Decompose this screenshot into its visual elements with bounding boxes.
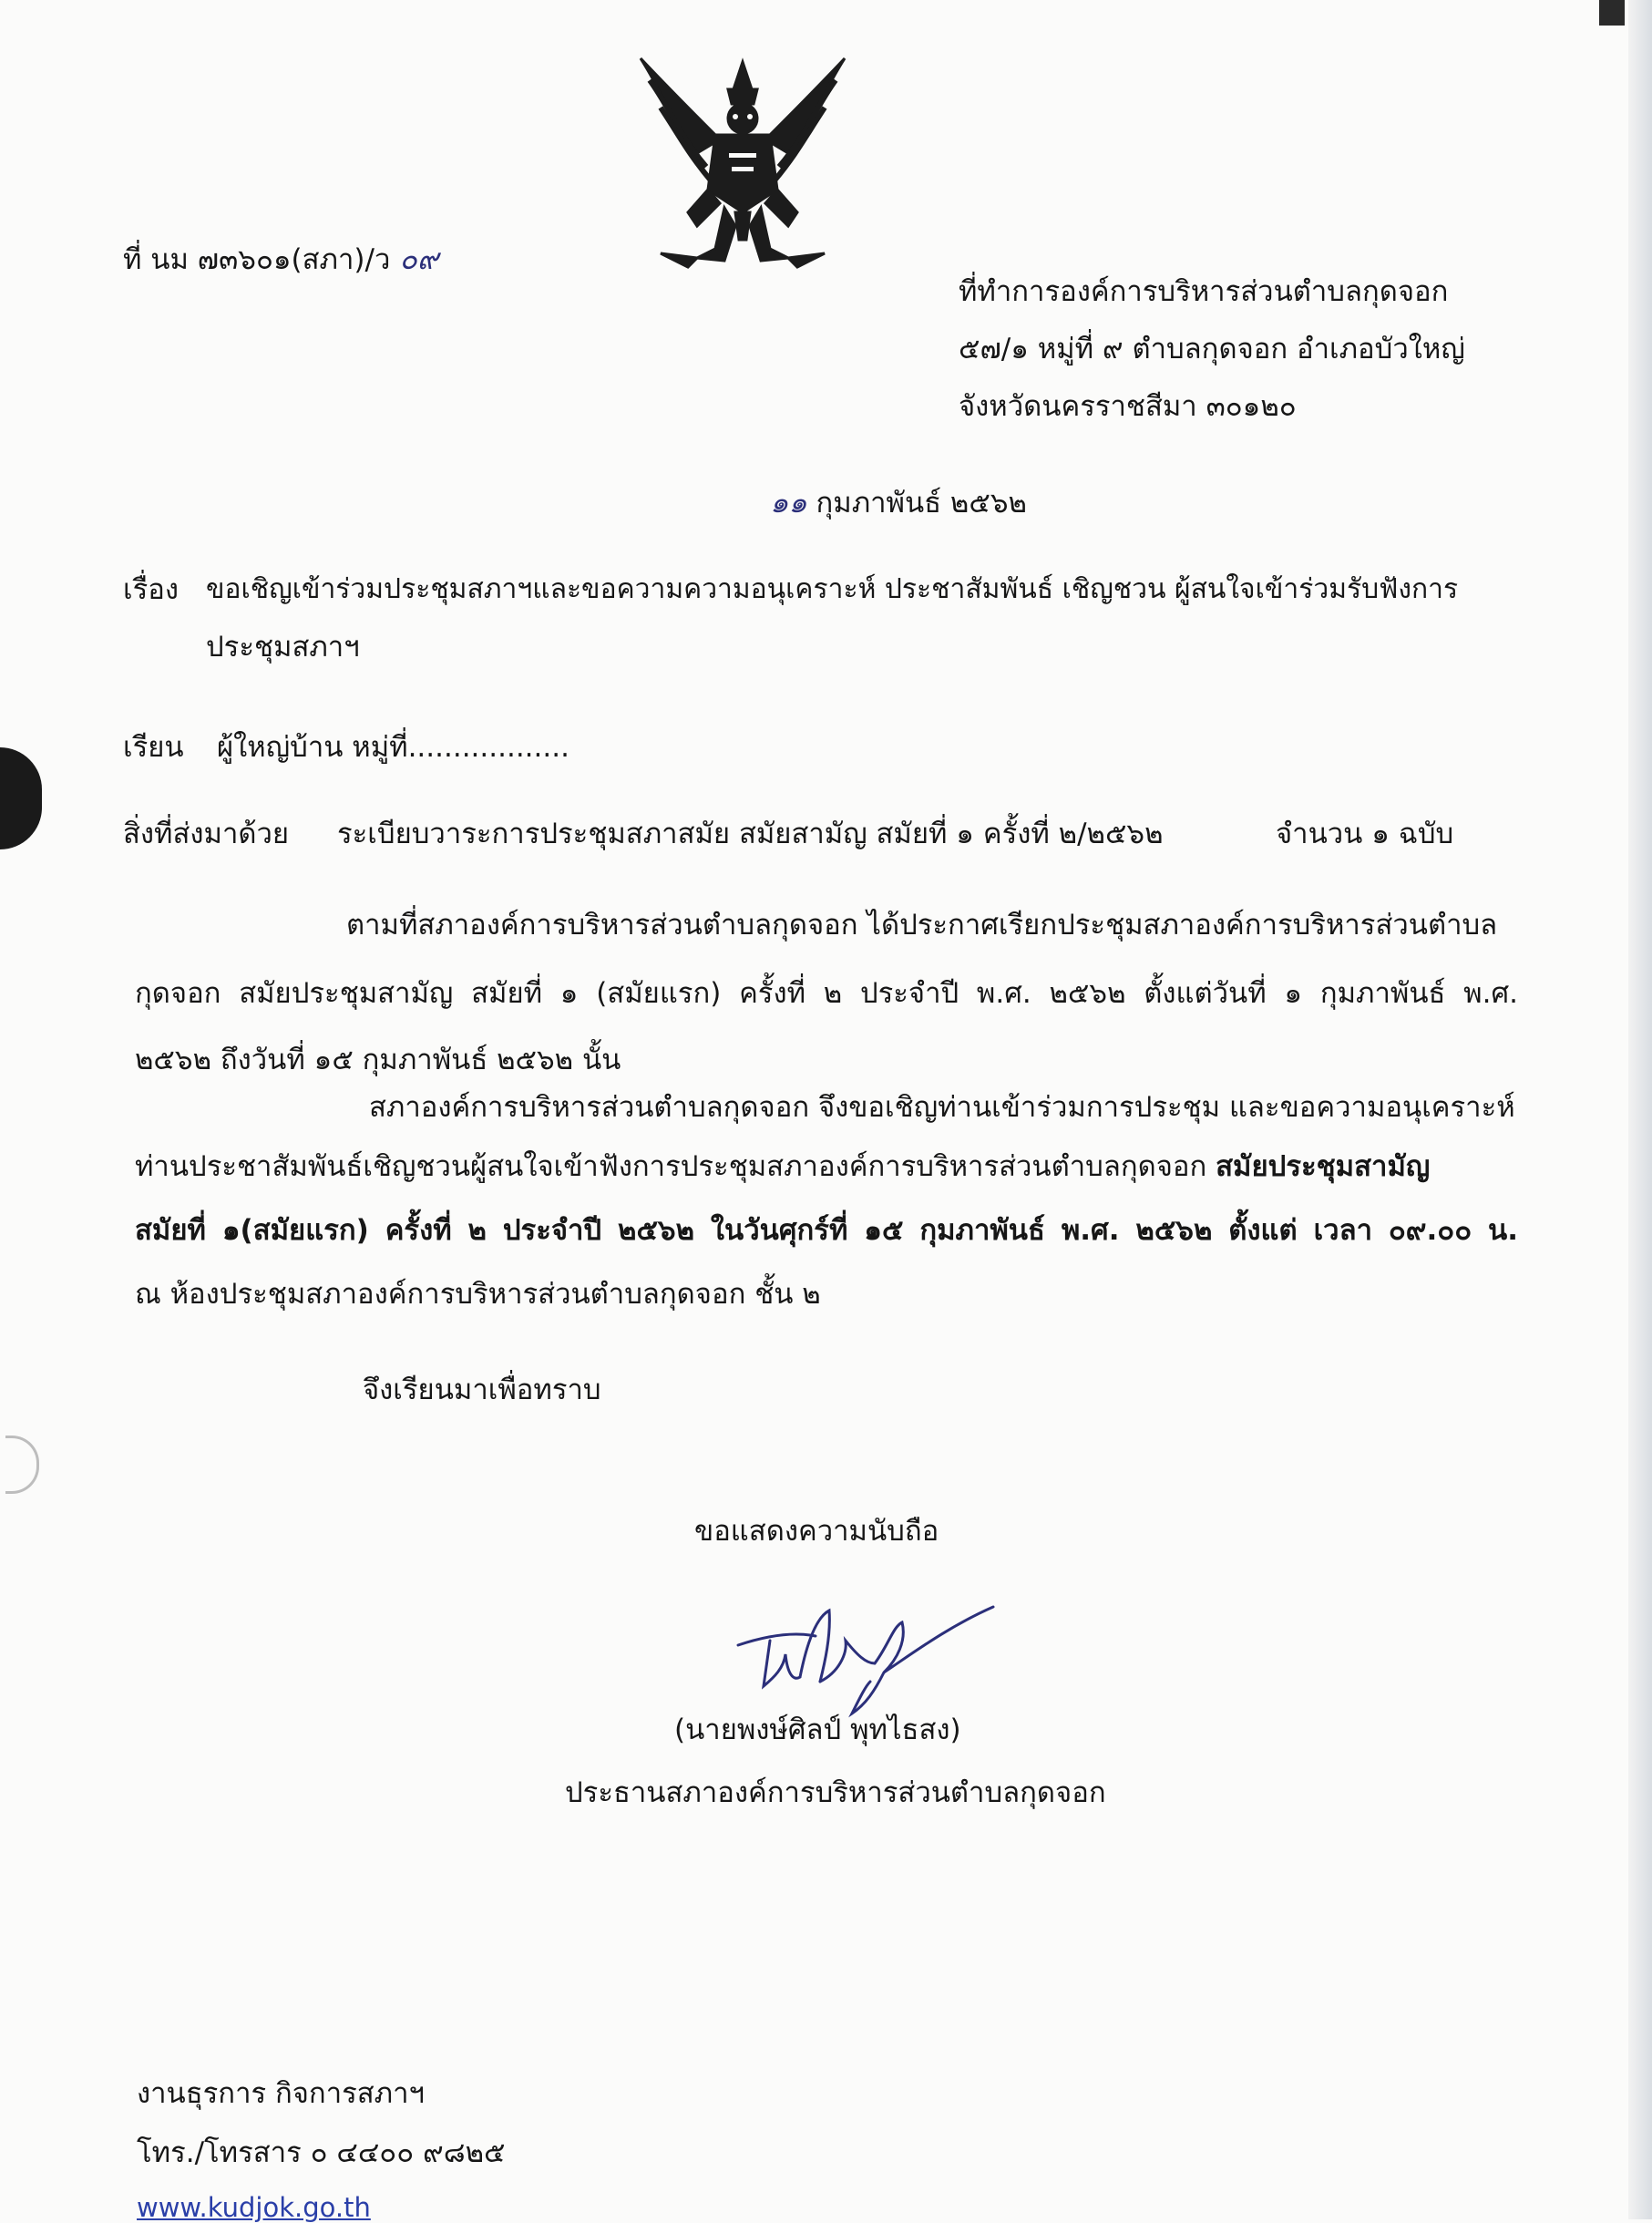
subject-line-2: ประชุมสภาฯ <box>206 631 360 664</box>
signer-name: (นายพงษ์ศิลป์ พุทไธสง) <box>674 1714 961 1746</box>
closing-text: จึงเรียนมาเพื่อทราบ <box>363 1374 601 1406</box>
paragraph-2-line-3: สมัยที่ ๑(สมัยแรก) ครั้งที่ ๒ ประจำปี ๒๕๖๒ ในวันศุกร์ที่ ๑๕ กุมภาพันธ์ พ.ศ. ๒๕๖๒ ตั้งแต่ เวลา ๐๙.๐๐ น. <box>135 1214 1518 1247</box>
document-number <box>123 244 438 274</box>
paragraph-1-line-3: ๒๕๖๒ ถึงวันที่ ๑๕ กุมภาพันธ์ ๒๕๖๒ นั้น <box>135 1044 621 1076</box>
page-edge-shadow <box>1628 0 1652 2219</box>
letter-date <box>770 485 1027 520</box>
regards-text: ขอแสดงความนับถือ <box>694 1515 939 1548</box>
footer-department: งานธุรการ กิจการสภาฯ <box>137 2077 425 2110</box>
paragraph-2-line-2 <box>135 1150 1431 1183</box>
enclosure-label: สิ่งที่ส่งมาด้วย <box>123 818 290 850</box>
doc-number-label: ที่ นม ๗๓๖๐๑(สภา)/ว <box>123 243 391 276</box>
doc-number-handwritten: ๐๙ <box>399 242 439 276</box>
address-line-2: ๕๗/๑ หมู่ที่ ๙ ตำบลกุดจอก อำเภอบัวใหญ่ <box>959 333 1465 365</box>
footer-website-link[interactable]: www.kudjok.go.th <box>137 2192 371 2223</box>
punch-hole <box>0 747 42 849</box>
enclosure-count: จำนวน ๑ ฉบับ <box>1276 818 1454 850</box>
meeting-session-bold: สมัยประชุมสามัญ <box>1216 1150 1431 1183</box>
subject-line-1: ขอเชิญเข้าร่วมประชุมสภาฯและขอความความอนุเคราะห์ ประชาสัมพันธ์ เชิญชวน ผู้สนใจเข้าร่วมรับฟังการ <box>206 573 1459 605</box>
date-day-handwritten: ๑๑ <box>770 485 807 520</box>
address-line-3: จังหวัดนครราชสีมา ๓๐๑๒๐ <box>959 390 1297 423</box>
salutation-recipient: ผู้ใหญ่บ้าน หมู่ที่.................. <box>217 731 569 764</box>
signer-title: ประธานสภาองค์การบริหารส่วนตำบลกุดจอก <box>565 1776 1106 1809</box>
paragraph-1-line-1: ตามที่สภาองค์การบริหารส่วนตำบลกุดจอก ได้ประกาศเรียกประชุมสภาองค์การบริหารส่วนตำบล <box>346 909 1498 942</box>
scan-corner-mark <box>1599 0 1625 26</box>
enclosure-text: ระเบียบวาระการประชุมสภาสมัย สมัยสามัญ สมัยที่ ๑ ครั้งที่ ๒/๒๕๖๒ <box>337 818 1164 850</box>
paragraph-2-line-4: ณ ห้องประชุมสภาองค์การบริหารส่วนตำบลกุดจอก ชั้น ๒ <box>135 1278 821 1311</box>
paragraph-1-line-2: กุดจอก สมัยประชุมสามัญ สมัยที่ ๑ (สมัยแรก) ครั้งที่ ๒ ประจำปี พ.ศ. ๒๕๖๒ ตั้งแต่วันที่ ๑ กุมภาพันธ์ พ.ศ. <box>135 977 1518 1010</box>
date-month-year: กุมภาพันธ์ ๒๕๖๒ <box>816 487 1027 520</box>
address-line-1: ที่ทำการองค์การบริหารส่วนตำบลกุดจอก <box>959 275 1449 308</box>
salutation-label: เรียน <box>123 731 184 764</box>
paragraph-2-line-2-text: ท่านประชาสัมพันธ์เชิญชวนผู้สนใจเข้าฟังการประชุมสภาองค์การบริหารส่วนตำบลกุดจอก <box>135 1150 1207 1183</box>
scan-smudge <box>5 1436 39 1494</box>
footer-phone-fax: โทร./โทรสาร ๐ ๔๔๐๐ ๙๘๒๕ <box>137 2136 506 2169</box>
garuda-emblem-icon <box>633 53 852 281</box>
handwritten-signature <box>729 1590 1002 1718</box>
subject-label: เรื่อง <box>123 573 180 606</box>
paragraph-2-line-1: สภาองค์การบริหารส่วนตำบลกุดจอก จึงขอเชิญท่านเข้าร่วมการประชุม และขอความอนุเคราะห์ <box>369 1091 1515 1124</box>
